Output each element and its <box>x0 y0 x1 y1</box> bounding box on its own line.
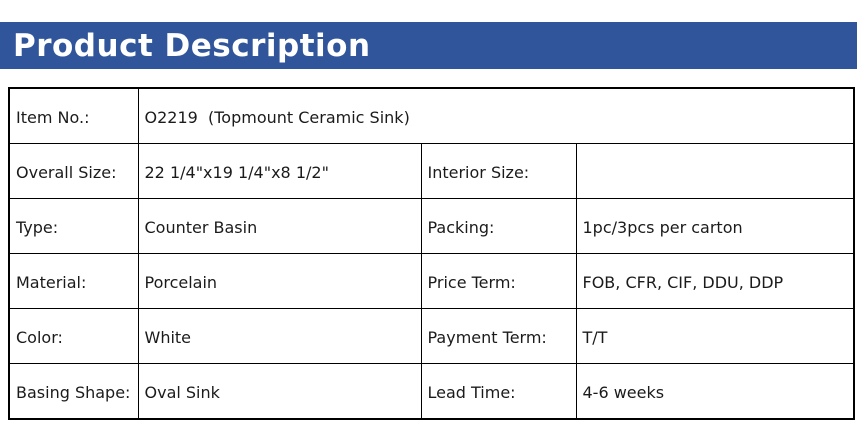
price-term-value: FOB, CFR, CIF, DDU, DDP <box>576 254 854 309</box>
overall-size-value: 22 1/4"x19 1/4"x8 1/2" <box>138 144 421 199</box>
table-row-material-price <box>9 254 854 309</box>
type-label: Type: <box>9 199 138 254</box>
interior-size-label: Interior Size: <box>421 144 576 199</box>
item-no-label: Item No.: <box>9 88 138 144</box>
lead-time-label: Lead Time: <box>421 364 576 420</box>
material-label: Material: <box>9 254 138 309</box>
table-row-color-payment <box>9 309 854 364</box>
product-spec-table <box>8 87 855 420</box>
payment-term-label: Payment Term: <box>421 309 576 364</box>
type-value: Counter Basin <box>138 199 421 254</box>
table-row-shape-leadtime <box>9 364 854 420</box>
color-label: Color: <box>9 309 138 364</box>
item-no-value: O2219 (Topmount Ceramic Sink) <box>138 88 854 144</box>
packing-label: Packing: <box>421 199 576 254</box>
overall-size-label: Overall Size: <box>9 144 138 199</box>
product-description-banner <box>0 22 857 69</box>
table-row-type-packing <box>9 199 854 254</box>
table-row-size <box>9 144 854 199</box>
payment-term-value: T/T <box>576 309 854 364</box>
interior-size-value <box>576 144 854 199</box>
price-term-label: Price Term: <box>421 254 576 309</box>
packing-value: 1pc/3pcs per carton <box>576 199 854 254</box>
page-title: Product Description <box>13 27 371 64</box>
table-row-item-no <box>9 88 854 144</box>
basing-shape-label: Basing Shape: <box>9 364 138 420</box>
lead-time-value: 4-6 weeks <box>576 364 854 420</box>
material-value: Porcelain <box>138 254 421 309</box>
color-value: White <box>138 309 421 364</box>
basing-shape-value: Oval Sink <box>138 364 421 420</box>
